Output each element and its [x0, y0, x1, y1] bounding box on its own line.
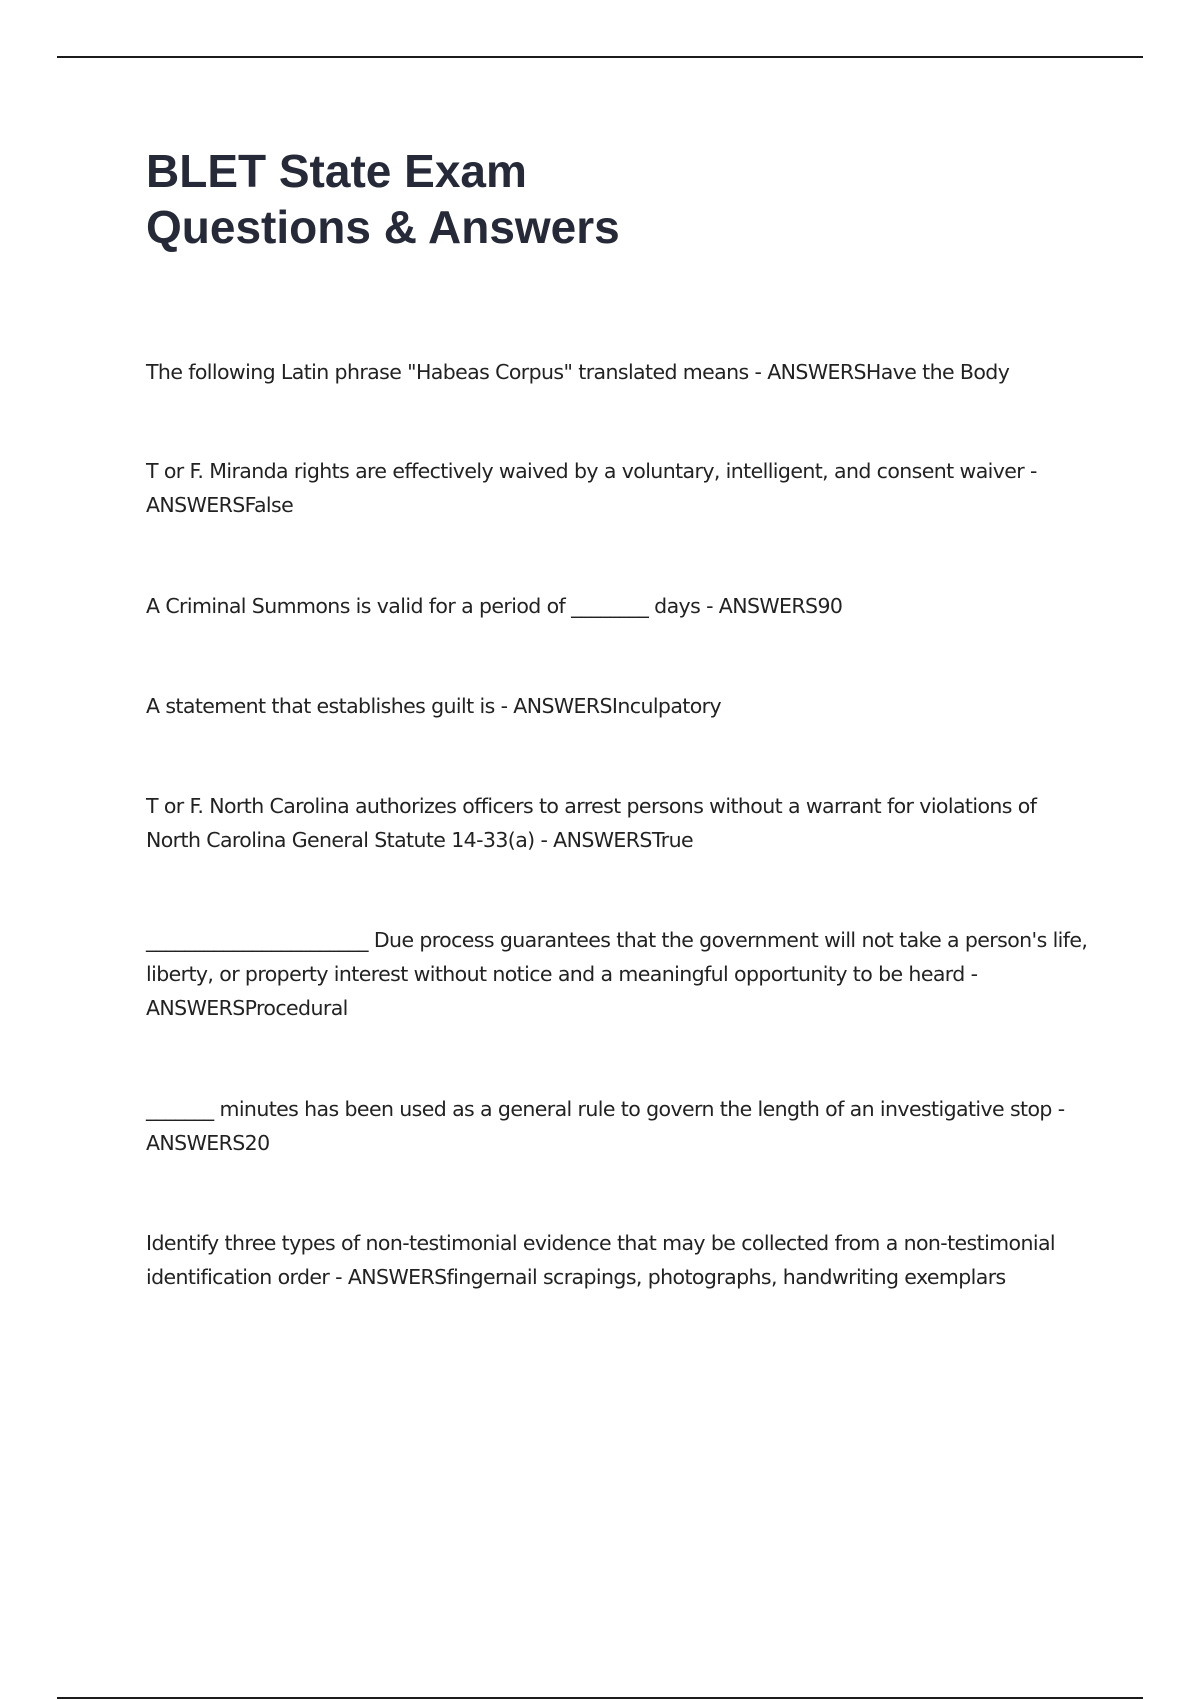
qa-item-2: T or F. Miranda rights are effectively waived by a voluntary, intelligent, and consent waiver - ANSWERSFalse — [146, 459, 1037, 517]
bottom-rule — [57, 1697, 1143, 1699]
qa-item-8: Identify three types of non-testimonial evidence that may be collected from a non-testimonial identification order - ANSWERSfingernail scrapings, photographs, handwriting exemplars — [146, 1231, 1056, 1289]
qa-item-5: T or F. North Carolina authorizes officers to arrest persons without a warrant for violations of North Carolina General Statute 14-33(a) - ANSWERSTrue — [146, 794, 1037, 852]
qa-item-1: The following Latin phrase "Habeas Corpus" translated means - ANSWERSHave the Body — [146, 360, 1010, 384]
page-title: BLET State Exam Questions & Answers — [146, 145, 620, 253]
qa-item-4: A statement that establishes guilt is - ANSWERSInculpatory — [146, 694, 722, 718]
qa-item-7: _______ minutes has been used as a general rule to govern the length of an investigative stop - ANSWERS20 — [146, 1097, 1065, 1155]
qa-item-6: _______________________ Due process guarantees that the government will not take a person's life, liberty, or property interest without notice and a meaningful opportunity to be heard - ANSWERSProcedural — [146, 928, 1088, 1020]
top-rule — [57, 56, 1143, 58]
qa-item-3: A Criminal Summons is valid for a period of ________ days - ANSWERS90 — [146, 594, 843, 618]
